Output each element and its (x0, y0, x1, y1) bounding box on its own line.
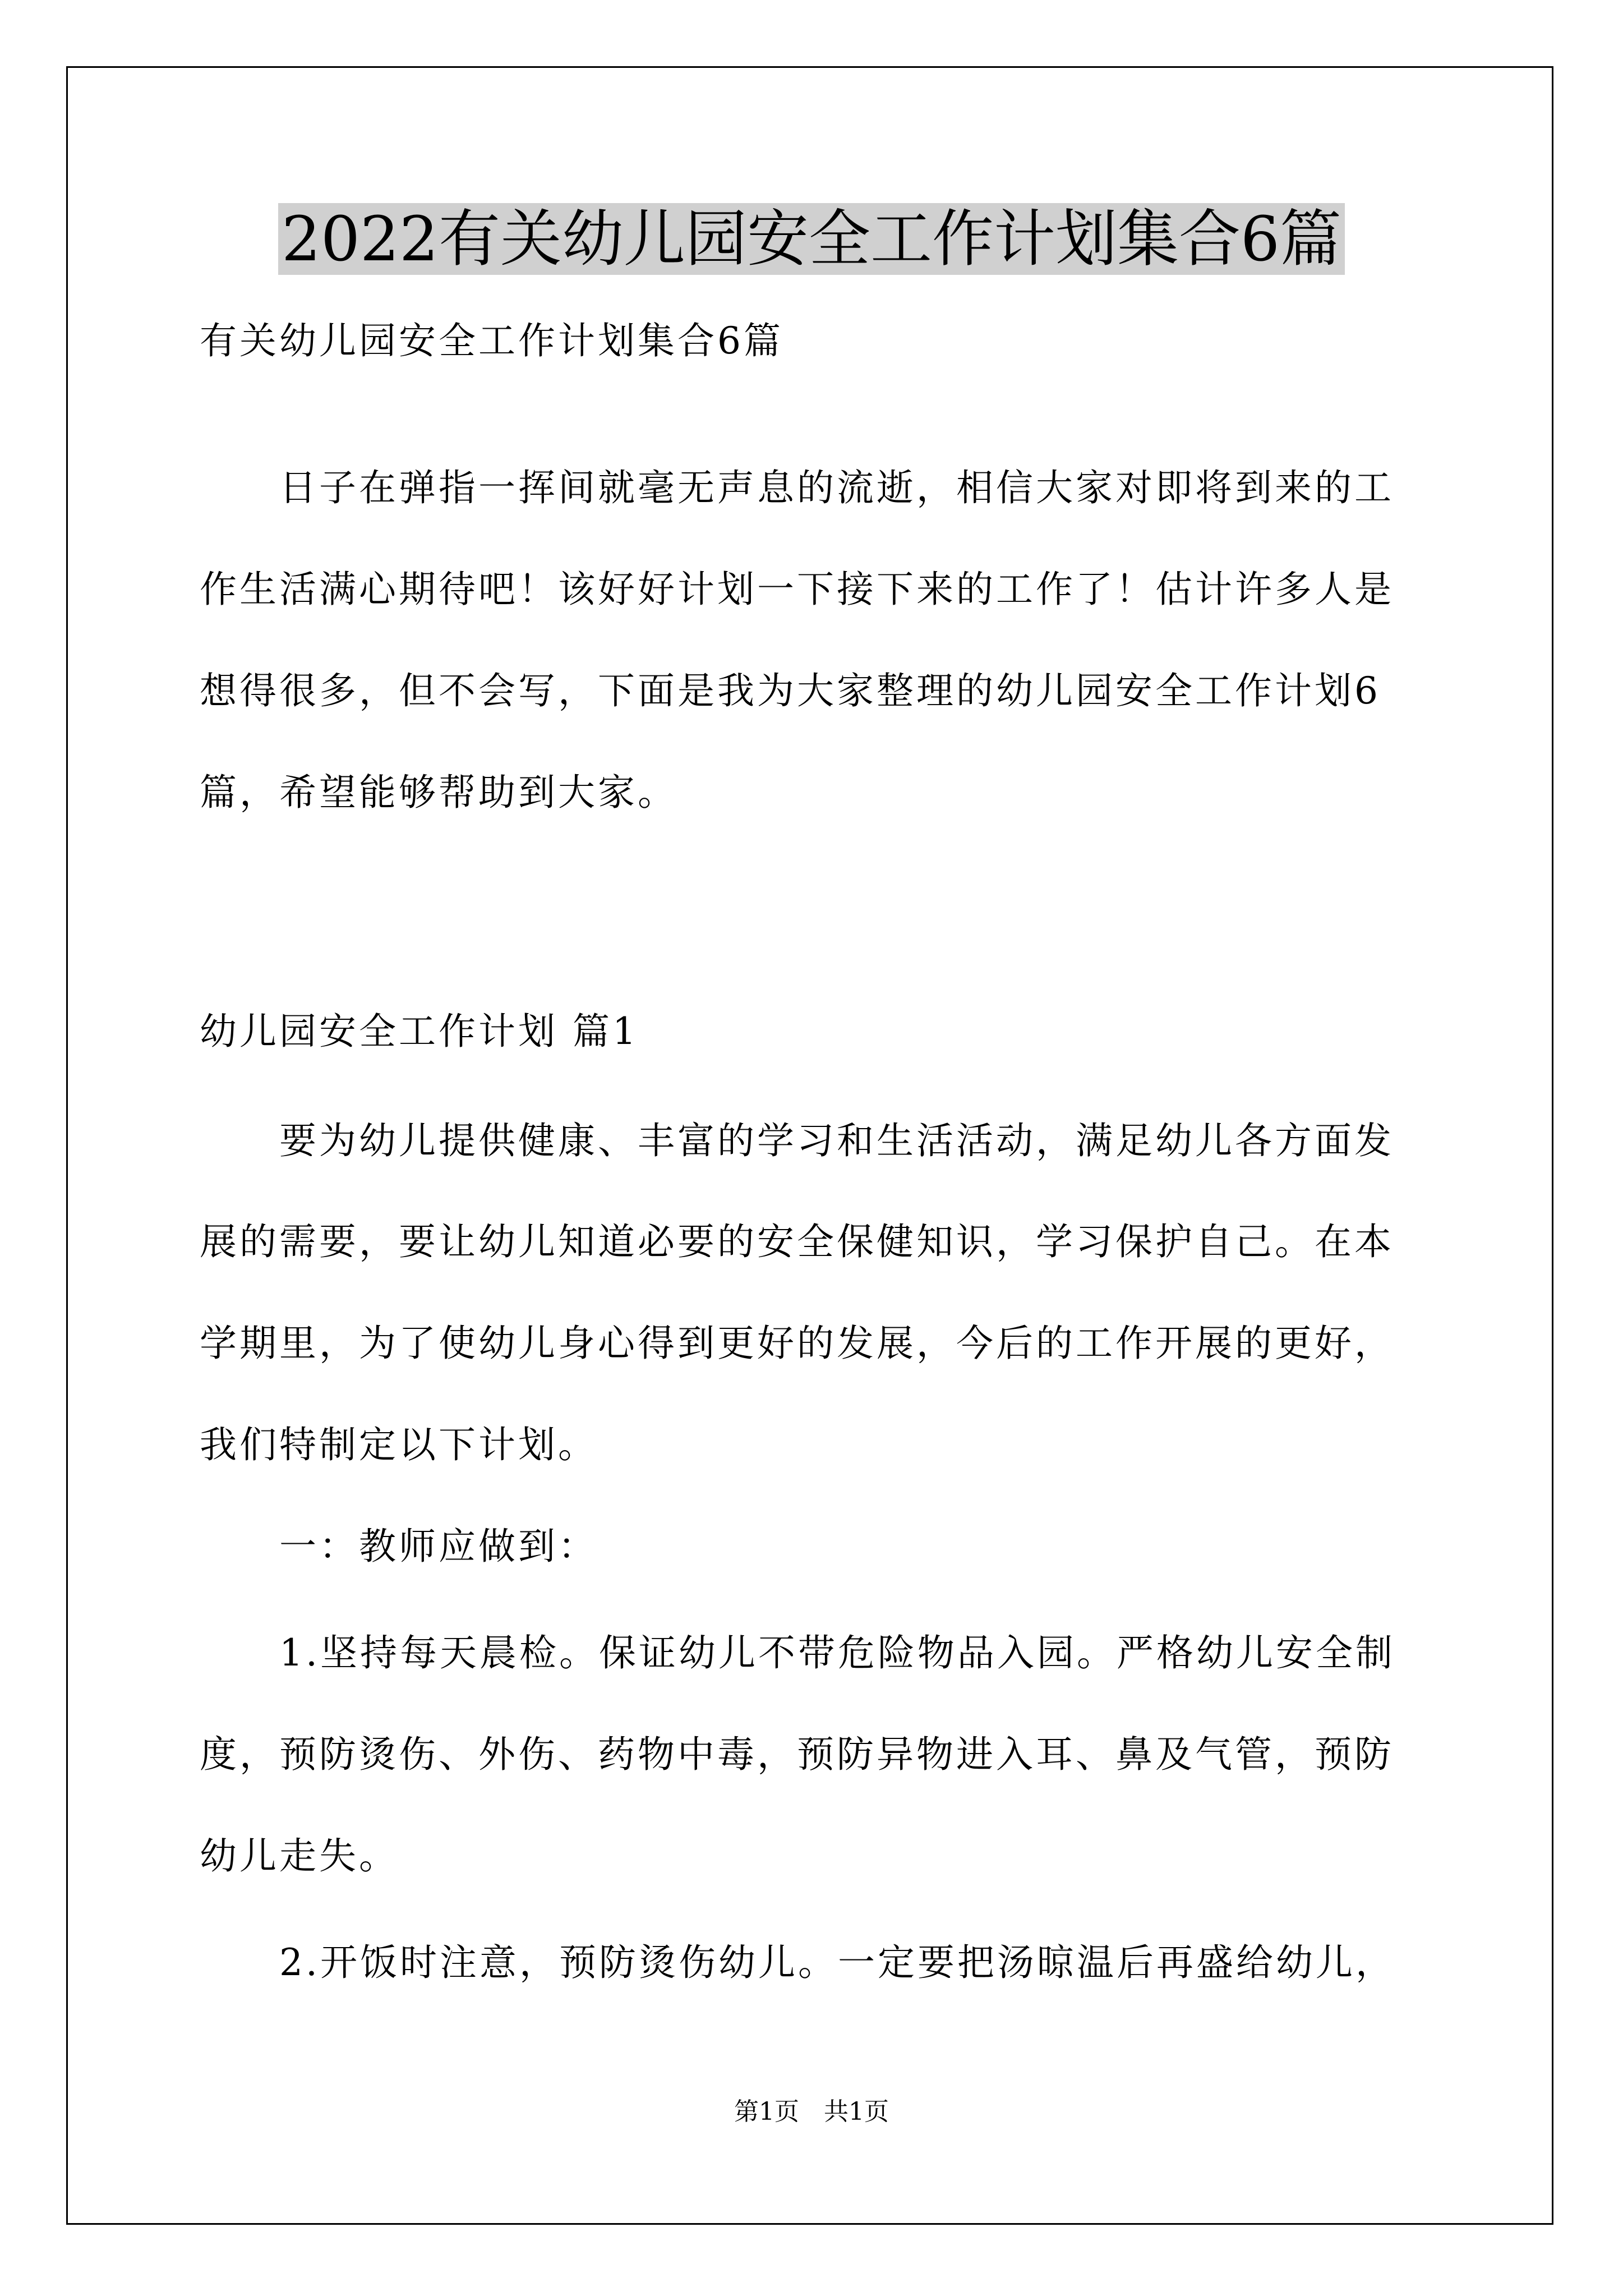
paragraph-line: 作生活满心期待吧！该好好计划一下接下来的工作了！估计许多人是 (200, 568, 1394, 611)
paragraph-line: 幼儿走失。 (200, 1834, 399, 1878)
page-footer: 第1页 共1页 (734, 2097, 889, 2126)
paragraph-line: 展的需要，要让幼儿知道必要的安全保健知识，学习保护自己。在本 (200, 1220, 1394, 1263)
paragraph-line: 日子在弹指一挥间就毫无声息的流逝，相信大家对即将到来的工 (200, 466, 1394, 509)
paragraph-line: 学期里，为了使幼儿身心得到更好的发展，今后的工作开展的更好， (200, 1322, 1394, 1365)
paragraph-line: 篇，希望能够帮助到大家。 (200, 771, 677, 814)
document-title-text: 2022有关幼儿园安全工作计划集合6篇 (278, 203, 1345, 275)
paragraph-line: 我们特制定以下计划。 (200, 1423, 598, 1466)
paragraph-line: 想得很多，但不会写，下面是我为大家整理的幼儿园安全工作计划6 (200, 669, 1381, 712)
document-title (0, 200, 1623, 278)
subtitle-line: 有关幼儿园安全工作计划集合6篇 (200, 319, 783, 362)
paragraph-line: 2.开饭时注意，预防烫伤幼儿。一定要把汤晾温后再盛给幼儿， (200, 1941, 1395, 1984)
paragraph-line: 1.坚持每天晨检。保证幼儿不带危险物品入园。严格幼儿安全制 (200, 1631, 1395, 1674)
section-heading: 幼儿园安全工作计划 篇1 (200, 1010, 639, 1053)
paragraph-line: 一：教师应做到： (200, 1525, 598, 1568)
paragraph-line: 度，预防烫伤、外伤、药物中毒，预防异物进入耳、鼻及气管，预防 (200, 1733, 1394, 1776)
paragraph-line: 要为幼儿提供健康、丰富的学习和生活活动，满足幼儿各方面发 (200, 1119, 1394, 1162)
